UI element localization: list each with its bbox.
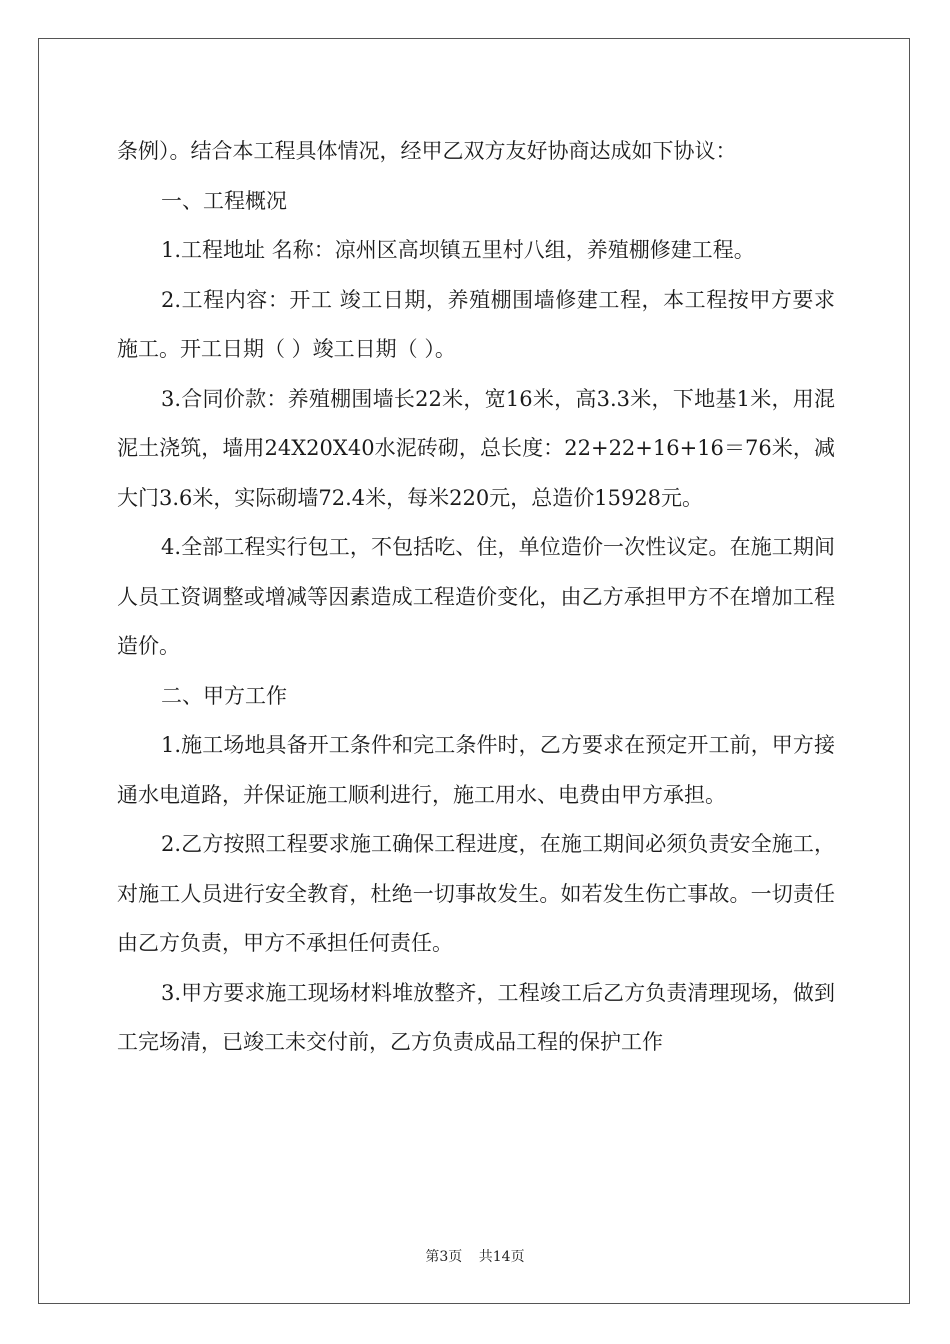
- page-footer: [0, 1246, 950, 1266]
- document-body: [117, 127, 835, 1068]
- paragraph-project-address: 1.工程地址 名称：凉州区高坝镇五里村八组，养殖棚修建工程。: [161, 238, 755, 262]
- paragraph-safety: 2.乙方按照工程要求施工确保工程进度，在施工期间必须负责安全施工，对施工人员进行安全教育，杜绝一切事故发生。如若发生伤亡事故。一切责任由乙方负责，甲方不承担任何责任。: [117, 832, 835, 955]
- paragraph-intro: 条例）。结合本工程具体情况，经甲乙双方友好协商达成如下协议：: [117, 139, 737, 163]
- paragraph-project-content: 2.工程内容：开工 竣工日期，养殖棚围墙修建工程，本工程按甲方要求施工。开工日期（ ）竣工日期（ ）。: [117, 287, 835, 361]
- paragraph-contract-price: 3.合同价款：养殖棚围墙长22米，宽16米，高3.3米，下地基1米，用混泥土浇筑，墙用24X20X40水泥砖砌，总长度：22+22+16+16＝76米，减大门3.6米，实际砌墙72.4米，每米220元，总造价15928元。: [117, 386, 835, 510]
- paragraph-contracting-terms: 4.全部工程实行包工，不包括吃、住，单位造价一次性议定。在施工期间人员工资调整或增减等因素造成工程造价变化，由乙方承担甲方不在增加工程造价。: [117, 535, 835, 658]
- section-heading-party-a: 二、甲方工作: [161, 683, 287, 708]
- section-heading-overview: 一、工程概况: [161, 188, 287, 213]
- page-number: 第3页: [425, 1249, 463, 1265]
- paragraph-site-conditions: 1.施工场地具备开工条件和完工条件时，乙方要求在预定开工前，甲方接通水电道路，并保证施工顺利进行，施工用水、电费由甲方承担。: [117, 733, 835, 807]
- paragraph-site-cleanup: 3.甲方要求施工现场材料堆放整齐，工程竣工后乙方负责清理现场，做到工完场清，已竣工未交付前，乙方负责成品工程的保护工作: [117, 980, 835, 1054]
- page-total: 共14页: [478, 1249, 525, 1265]
